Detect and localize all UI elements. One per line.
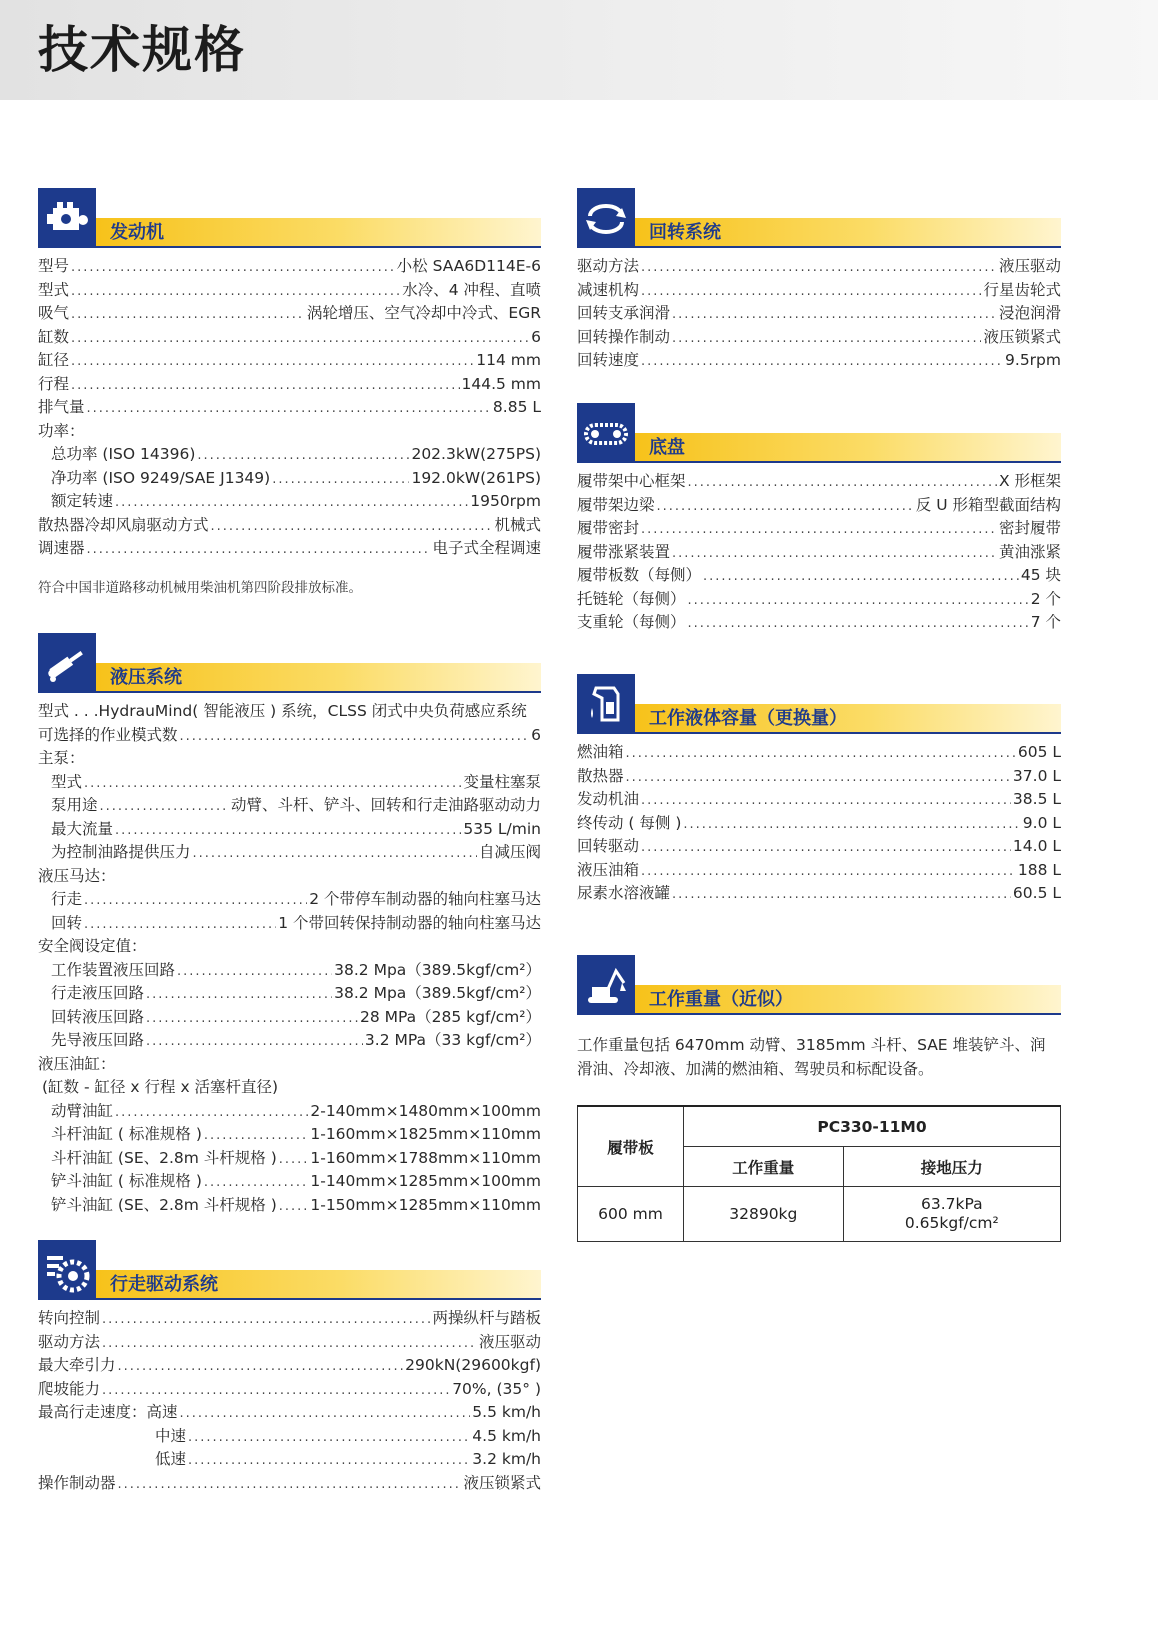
spec-label: 铲斗油缸 ( 标准规格 ) bbox=[51, 1172, 202, 1190]
spec-label: 尿素水溶液罐 bbox=[577, 884, 671, 902]
dot-leader bbox=[71, 284, 400, 299]
spec-list bbox=[38, 1306, 541, 1424]
spec-label: 动臂油缸 bbox=[51, 1101, 114, 1120]
excavator-icon bbox=[577, 955, 635, 1015]
dot-leader bbox=[146, 1011, 358, 1026]
spec-label: 低速 bbox=[155, 1450, 187, 1468]
pressure-kpa: 63.7kPa bbox=[920, 1195, 983, 1213]
spec-label: 斗杆油缸 ( 标准规格 ) bbox=[51, 1125, 202, 1143]
dot-leader bbox=[672, 331, 981, 346]
spec-value: 5.5 km/h bbox=[472, 1403, 541, 1421]
spec-label: 额定转速 bbox=[51, 492, 114, 510]
power-heading: 功率： bbox=[38, 421, 85, 440]
spec-label: 回转操作制动 bbox=[577, 327, 671, 346]
spec-row bbox=[38, 513, 541, 537]
dot-leader bbox=[641, 522, 997, 537]
spec-value: 黄油涨紧 bbox=[998, 542, 1061, 561]
spec-value: 9.5rpm bbox=[1005, 351, 1061, 369]
spec-value: 两操纵杆与踏板 bbox=[432, 1309, 541, 1327]
spec-row bbox=[38, 793, 541, 817]
spec-row bbox=[38, 981, 541, 1005]
section-title: 行走驱动系统 bbox=[110, 1274, 218, 1295]
spec-row bbox=[577, 301, 1061, 325]
emission-note: 符合中国非道路移动机械用柴油机第四阶段排放标准。 bbox=[38, 579, 362, 596]
spec-label: 为控制油路提供压力 bbox=[51, 843, 191, 861]
spec-value: 密封履带 bbox=[998, 519, 1061, 537]
spec-row bbox=[577, 764, 1061, 788]
spec-list bbox=[577, 469, 1061, 634]
dot-leader bbox=[641, 284, 981, 299]
engine-icon bbox=[38, 188, 96, 248]
cell-pressure bbox=[843, 1187, 1060, 1242]
spec-value: 水冷、4 冲程、直喷 bbox=[402, 280, 541, 299]
spec-value: X 形框架 bbox=[998, 472, 1061, 490]
spec-label: 履带密封 bbox=[577, 519, 640, 537]
spec-row bbox=[38, 840, 541, 864]
spec-label: 散热器 bbox=[577, 766, 624, 785]
section-undercarriage bbox=[577, 403, 1061, 634]
spec-value: 6 bbox=[531, 327, 541, 346]
spec-value: 192.0kW(261PS) bbox=[411, 468, 541, 487]
rotate-arrows-icon bbox=[577, 188, 635, 248]
spec-value: 45 块 bbox=[1020, 566, 1061, 584]
dot-leader bbox=[193, 846, 477, 861]
spec-label: 泵用途 bbox=[51, 796, 98, 814]
spec-row bbox=[38, 1400, 541, 1424]
spec-row bbox=[38, 1005, 541, 1029]
dot-leader bbox=[279, 1199, 309, 1214]
dot-leader bbox=[71, 331, 529, 346]
cell-weight: 32890kg bbox=[684, 1187, 844, 1242]
spec-row bbox=[577, 563, 1061, 587]
spec-value: 3.2 km/h bbox=[472, 1450, 541, 1468]
spec-label: 缸数 bbox=[38, 327, 70, 346]
spec-row bbox=[38, 1330, 541, 1354]
dot-leader bbox=[188, 1430, 470, 1445]
spec-row bbox=[38, 1169, 541, 1193]
spec-row bbox=[38, 536, 541, 560]
spec-value: 液压锁紧式 bbox=[983, 327, 1061, 346]
spec-value: 6 bbox=[531, 725, 541, 744]
spec-label: 工作装置液压回路 bbox=[51, 960, 176, 979]
spec-value: 290kN(29600kgf) bbox=[405, 1356, 541, 1374]
dot-leader bbox=[626, 746, 1016, 761]
section-title: 工作重量（近似） bbox=[649, 989, 793, 1010]
spec-value: 液压驱动 bbox=[998, 257, 1061, 275]
section-header bbox=[38, 1240, 541, 1300]
spec-list bbox=[38, 1099, 541, 1217]
dot-leader bbox=[87, 401, 491, 416]
cell-shoe: 600 mm bbox=[578, 1187, 684, 1242]
spec-value: 动臂、斗杆、铲斗、回转和行走油路驱动动力 bbox=[230, 796, 541, 814]
dot-leader bbox=[84, 776, 461, 791]
dot-leader bbox=[87, 542, 431, 557]
spec-label: 铲斗油缸 (SE、2.8m 斗杆规格 ) bbox=[51, 1195, 277, 1214]
dot-leader bbox=[84, 917, 276, 932]
spec-row bbox=[577, 540, 1061, 564]
spec-label: 回转 bbox=[51, 913, 83, 932]
spec-row bbox=[38, 348, 541, 372]
dot-leader bbox=[102, 1336, 477, 1351]
spec-label: 终传动 ( 每侧 ) bbox=[577, 813, 682, 832]
spec-label: 总功率 (ISO 14396) bbox=[51, 445, 196, 463]
dot-leader bbox=[102, 1383, 450, 1398]
motor-heading: 液压马达： bbox=[38, 866, 116, 885]
dot-leader bbox=[641, 354, 1003, 369]
spec-value: 37.0 L bbox=[1012, 766, 1061, 785]
spec-row bbox=[577, 787, 1061, 811]
spec-row bbox=[38, 1306, 541, 1330]
spec-label: 驱动方法 bbox=[577, 257, 640, 275]
spec-label: 型号 bbox=[38, 257, 70, 275]
spec-row bbox=[577, 254, 1061, 278]
spec-label: 中速 bbox=[155, 1426, 187, 1445]
spec-value: 1-160mm×1788mm×110mm bbox=[310, 1148, 541, 1167]
spec-list bbox=[38, 958, 541, 1052]
section-title: 液压系统 bbox=[110, 667, 182, 688]
spec-value: 114 mm bbox=[476, 351, 541, 369]
dot-leader bbox=[118, 1359, 404, 1374]
spec-label: 散热器冷却风扇驱动方式 bbox=[38, 515, 209, 534]
spec-list bbox=[38, 887, 541, 934]
section-travel bbox=[38, 1240, 541, 1494]
dot-leader bbox=[688, 475, 997, 490]
spec-label: 斗杆油缸 (SE、2.8m 斗杆规格 ) bbox=[51, 1148, 277, 1167]
spec-row bbox=[38, 1122, 541, 1146]
section-fluids bbox=[577, 674, 1061, 905]
spec-label: 行走 bbox=[51, 890, 83, 908]
spec-row bbox=[38, 466, 541, 490]
dot-leader bbox=[115, 1105, 308, 1120]
dot-leader bbox=[100, 799, 229, 814]
spec-value: 38.2 Mpa（389.5kgf/cm²） bbox=[334, 960, 541, 979]
spec-list bbox=[38, 723, 541, 747]
spec-row bbox=[577, 610, 1061, 634]
spec-label: 调速器 bbox=[38, 539, 85, 557]
weight-table bbox=[577, 1105, 1061, 1242]
spec-row bbox=[38, 770, 541, 794]
section-title: 发动机 bbox=[110, 222, 164, 243]
dot-leader bbox=[115, 823, 461, 838]
dot-leader bbox=[204, 1175, 308, 1190]
dot-leader bbox=[180, 1406, 471, 1421]
spec-row bbox=[38, 1193, 541, 1217]
spec-label: 行走液压回路 bbox=[51, 984, 145, 1002]
dot-leader bbox=[683, 817, 1020, 832]
spec-list bbox=[577, 254, 1061, 372]
section-swing bbox=[577, 188, 1061, 372]
spec-row bbox=[38, 372, 541, 396]
spec-label: 转向控制 bbox=[38, 1309, 101, 1327]
track-icon bbox=[577, 403, 635, 463]
dot-leader bbox=[672, 887, 1011, 902]
section-title: 工作液体容量（更换量） bbox=[649, 708, 847, 729]
spec-label: 缸径 bbox=[38, 351, 70, 369]
hydraulic-cylinder-icon bbox=[38, 633, 96, 693]
spec-value: 202.3kW(275PS) bbox=[411, 445, 541, 463]
cylinder-subheading: (缸数 - 缸径 x 行程 x 活塞杆直径) bbox=[42, 1078, 279, 1096]
spec-value: 188 L bbox=[1017, 860, 1061, 879]
spec-list bbox=[38, 1471, 541, 1495]
section-title: 回转系统 bbox=[649, 222, 721, 243]
spec-row bbox=[577, 325, 1061, 349]
section-header bbox=[577, 188, 1061, 248]
spec-row bbox=[577, 516, 1061, 540]
spec-row bbox=[577, 858, 1061, 882]
dot-leader bbox=[204, 1128, 308, 1143]
dot-leader bbox=[102, 1312, 430, 1327]
main-pump-heading: 主泵： bbox=[38, 749, 85, 767]
dot-leader bbox=[115, 495, 468, 510]
page-title: 技术规格 bbox=[38, 21, 246, 79]
dot-leader bbox=[71, 354, 474, 369]
spec-value: 2 个带停车制动器的轴向柱塞马达 bbox=[309, 890, 541, 908]
section-header bbox=[577, 955, 1061, 1015]
spec-list bbox=[38, 513, 541, 560]
spec-label: 净功率 (ISO 9249/SAE J1349) bbox=[51, 468, 271, 487]
spec-row bbox=[38, 958, 541, 982]
spec-value: 1-160mm×1825mm×110mm bbox=[310, 1125, 541, 1143]
spec-label: 履带架边梁 bbox=[577, 495, 655, 514]
dot-leader bbox=[188, 1453, 470, 1468]
header-weight: 工作重量 bbox=[684, 1147, 844, 1187]
spec-row bbox=[38, 887, 541, 911]
spec-row bbox=[38, 325, 541, 349]
relief-heading: 安全阀设定值： bbox=[38, 937, 147, 955]
section-engine bbox=[38, 188, 541, 596]
dot-leader bbox=[279, 1152, 309, 1167]
spec-row bbox=[38, 1377, 541, 1401]
spec-label: 回转液压回路 bbox=[51, 1007, 145, 1026]
spec-value: 液压锁紧式 bbox=[463, 1473, 541, 1492]
pressure-kgf: 0.65kgf/cm² bbox=[904, 1214, 999, 1232]
spec-value: 浸泡润滑 bbox=[998, 304, 1061, 322]
dot-leader bbox=[146, 1034, 363, 1049]
spec-row bbox=[38, 1447, 541, 1471]
spec-value: 液压驱动 bbox=[478, 1332, 541, 1351]
spec-label: 回转支承润滑 bbox=[577, 304, 671, 322]
spec-list bbox=[38, 1424, 541, 1471]
spec-value: 14.0 L bbox=[1012, 837, 1061, 855]
spec-label: 先导液压回路 bbox=[51, 1031, 145, 1049]
spec-row bbox=[38, 1471, 541, 1495]
spec-value: 38.2 Mpa（389.5kgf/cm²） bbox=[334, 984, 541, 1002]
spec-row bbox=[577, 278, 1061, 302]
spec-value: 涡轮增压、空气冷却中冷式、EGR bbox=[306, 304, 541, 322]
spec-label: 最大牵引力 bbox=[38, 1356, 116, 1374]
spec-row bbox=[577, 469, 1061, 493]
spec-row bbox=[577, 348, 1061, 372]
header-shoe: 履带板 bbox=[578, 1106, 684, 1187]
spec-label: 发动机油 bbox=[577, 790, 640, 808]
spec-row bbox=[577, 493, 1061, 517]
spec-label: 减速机构 bbox=[577, 280, 640, 299]
dot-leader bbox=[146, 987, 332, 1002]
dot-leader bbox=[626, 770, 1011, 785]
dot-leader bbox=[71, 378, 459, 393]
spec-row bbox=[38, 1424, 541, 1448]
dot-leader bbox=[272, 472, 409, 487]
spec-label: 最高行走速度：高速 bbox=[38, 1403, 178, 1421]
spec-row bbox=[38, 817, 541, 841]
spec-value: 38.5 L bbox=[1012, 790, 1061, 808]
spec-label: 回转速度 bbox=[577, 351, 640, 369]
spec-value: 1-150mm×1285mm×110mm bbox=[310, 1195, 541, 1214]
dot-leader bbox=[641, 840, 1011, 855]
weight-description: 工作重量包括 6470mm 动臂、3185mm 斗杆、SAE 堆装铲斗、润滑油、冷却液、加满的燃油箱、驾驶员和标配设备。 bbox=[577, 1036, 1046, 1078]
spec-row bbox=[38, 301, 541, 325]
spec-value: 60.5 L bbox=[1012, 884, 1061, 902]
spec-value: 8.85 L bbox=[492, 398, 541, 416]
spec-list bbox=[38, 442, 541, 513]
spec-value: 535 L/min bbox=[463, 819, 541, 838]
spec-label: 履带涨紧装置 bbox=[577, 542, 671, 561]
spec-value: 1950rpm bbox=[470, 492, 541, 510]
dot-leader bbox=[71, 307, 305, 322]
spec-label: 型式 bbox=[38, 280, 70, 299]
spec-row bbox=[38, 489, 541, 513]
dot-leader bbox=[688, 616, 1029, 631]
dot-leader bbox=[641, 260, 997, 275]
section-header bbox=[577, 674, 1061, 734]
spec-row bbox=[38, 442, 541, 466]
section-header bbox=[38, 188, 541, 248]
header-model: PC330-11M0 bbox=[684, 1106, 1061, 1147]
dot-leader bbox=[177, 964, 332, 979]
spec-list bbox=[577, 740, 1061, 905]
spec-row bbox=[577, 834, 1061, 858]
wheel-gear-icon bbox=[38, 1240, 96, 1300]
spec-row bbox=[577, 881, 1061, 905]
spec-label: 行程 bbox=[38, 374, 70, 393]
table-row bbox=[578, 1187, 1061, 1242]
spec-label: 燃油箱 bbox=[577, 743, 624, 761]
spec-row bbox=[38, 395, 541, 419]
spec-value: 变量柱塞泵 bbox=[463, 772, 541, 791]
spec-value: 1-140mm×1285mm×100mm bbox=[310, 1172, 541, 1190]
spec-list bbox=[38, 699, 541, 723]
dot-leader bbox=[672, 546, 997, 561]
spec-label: 操作制动器 bbox=[38, 1473, 116, 1492]
spec-row bbox=[38, 278, 541, 302]
spec-label: 回转驱动 bbox=[577, 837, 640, 855]
spec-value: 机械式 bbox=[494, 515, 541, 534]
dot-leader bbox=[641, 793, 1011, 808]
spec-label: 履带架中心框架 bbox=[577, 472, 686, 490]
spec-list bbox=[38, 254, 541, 419]
spec-row bbox=[577, 740, 1061, 764]
spec-label: 排气量 bbox=[38, 398, 85, 416]
dot-leader bbox=[211, 519, 493, 534]
spec-row bbox=[38, 1028, 541, 1052]
spec-list bbox=[38, 770, 541, 864]
spec-value: 9.0 L bbox=[1022, 813, 1061, 832]
fuel-nozzle-icon bbox=[577, 674, 635, 734]
dot-leader bbox=[197, 448, 409, 463]
spec-value: 2 个 bbox=[1030, 589, 1061, 608]
section-weight bbox=[577, 955, 1061, 1081]
spec-row bbox=[38, 911, 541, 935]
spec-row bbox=[38, 723, 541, 747]
spec-value: 70%, (35° ) bbox=[452, 1379, 541, 1398]
spec-value: 自减压阀 bbox=[478, 843, 541, 861]
spec-row bbox=[38, 1353, 541, 1377]
dot-leader bbox=[641, 864, 1016, 879]
section-header bbox=[577, 403, 1061, 463]
section-title: 底盘 bbox=[649, 437, 685, 458]
spec-value: 7 个 bbox=[1030, 613, 1061, 631]
spec-label: 履带板数（每侧） bbox=[577, 566, 702, 584]
dot-leader bbox=[703, 569, 1019, 584]
spec-value: 2-140mm×1480mm×100mm bbox=[310, 1101, 541, 1120]
spec-label: 托链轮（每侧） bbox=[577, 589, 686, 608]
spec-row bbox=[577, 587, 1061, 611]
dot-leader bbox=[71, 260, 395, 275]
spec-row bbox=[577, 811, 1061, 835]
spec-value: 1 个带回转保持制动器的轴向柱塞马达 bbox=[278, 913, 541, 932]
spec-label: 支重轮（每侧） bbox=[577, 613, 686, 631]
spec-label: 爬坡能力 bbox=[38, 1379, 101, 1398]
type-line: 型式 . . .HydrauMind( 智能液压 ) 系统，CLSS 闭式中央负荷感应系统 bbox=[38, 702, 527, 720]
section-band bbox=[635, 433, 1061, 463]
spec-label: 液压油箱 bbox=[577, 860, 640, 879]
spec-value: 电子式全程调速 bbox=[432, 539, 541, 557]
spec-label: 吸气 bbox=[38, 304, 70, 322]
header-pressure: 接地压力 bbox=[843, 1147, 1060, 1187]
dot-leader bbox=[688, 593, 1029, 608]
cylinder-heading: 液压油缸： bbox=[38, 1054, 116, 1073]
dot-leader bbox=[180, 729, 530, 744]
dot-leader bbox=[657, 499, 914, 514]
section-header bbox=[38, 633, 541, 693]
spec-value: 小松 SAA6D114E-6 bbox=[396, 257, 541, 275]
spec-label: 可选择的作业模式数 bbox=[38, 725, 178, 744]
spec-label: 驱动方法 bbox=[38, 1332, 101, 1351]
spec-value: 28 MPa（285 kgf/cm²） bbox=[359, 1007, 541, 1026]
spec-value: 3.2 MPa（33 kgf/cm²） bbox=[364, 1031, 541, 1049]
dot-leader bbox=[84, 893, 307, 908]
spec-value: 反 U 形箱型截面结构 bbox=[915, 495, 1061, 514]
spec-label: 最大流量 bbox=[51, 819, 114, 838]
spec-value: 4.5 km/h bbox=[472, 1426, 541, 1445]
spec-row bbox=[38, 254, 541, 278]
section-hydraulics bbox=[38, 633, 541, 1216]
spec-value: 行星齿轮式 bbox=[983, 280, 1061, 299]
spec-value: 144.5 mm bbox=[461, 374, 541, 393]
spec-value: 605 L bbox=[1017, 743, 1061, 761]
dot-leader bbox=[118, 1477, 462, 1492]
spec-row bbox=[38, 1099, 541, 1123]
spec-row bbox=[38, 1146, 541, 1170]
dot-leader bbox=[672, 307, 997, 322]
spec-label: 型式 bbox=[51, 772, 83, 791]
